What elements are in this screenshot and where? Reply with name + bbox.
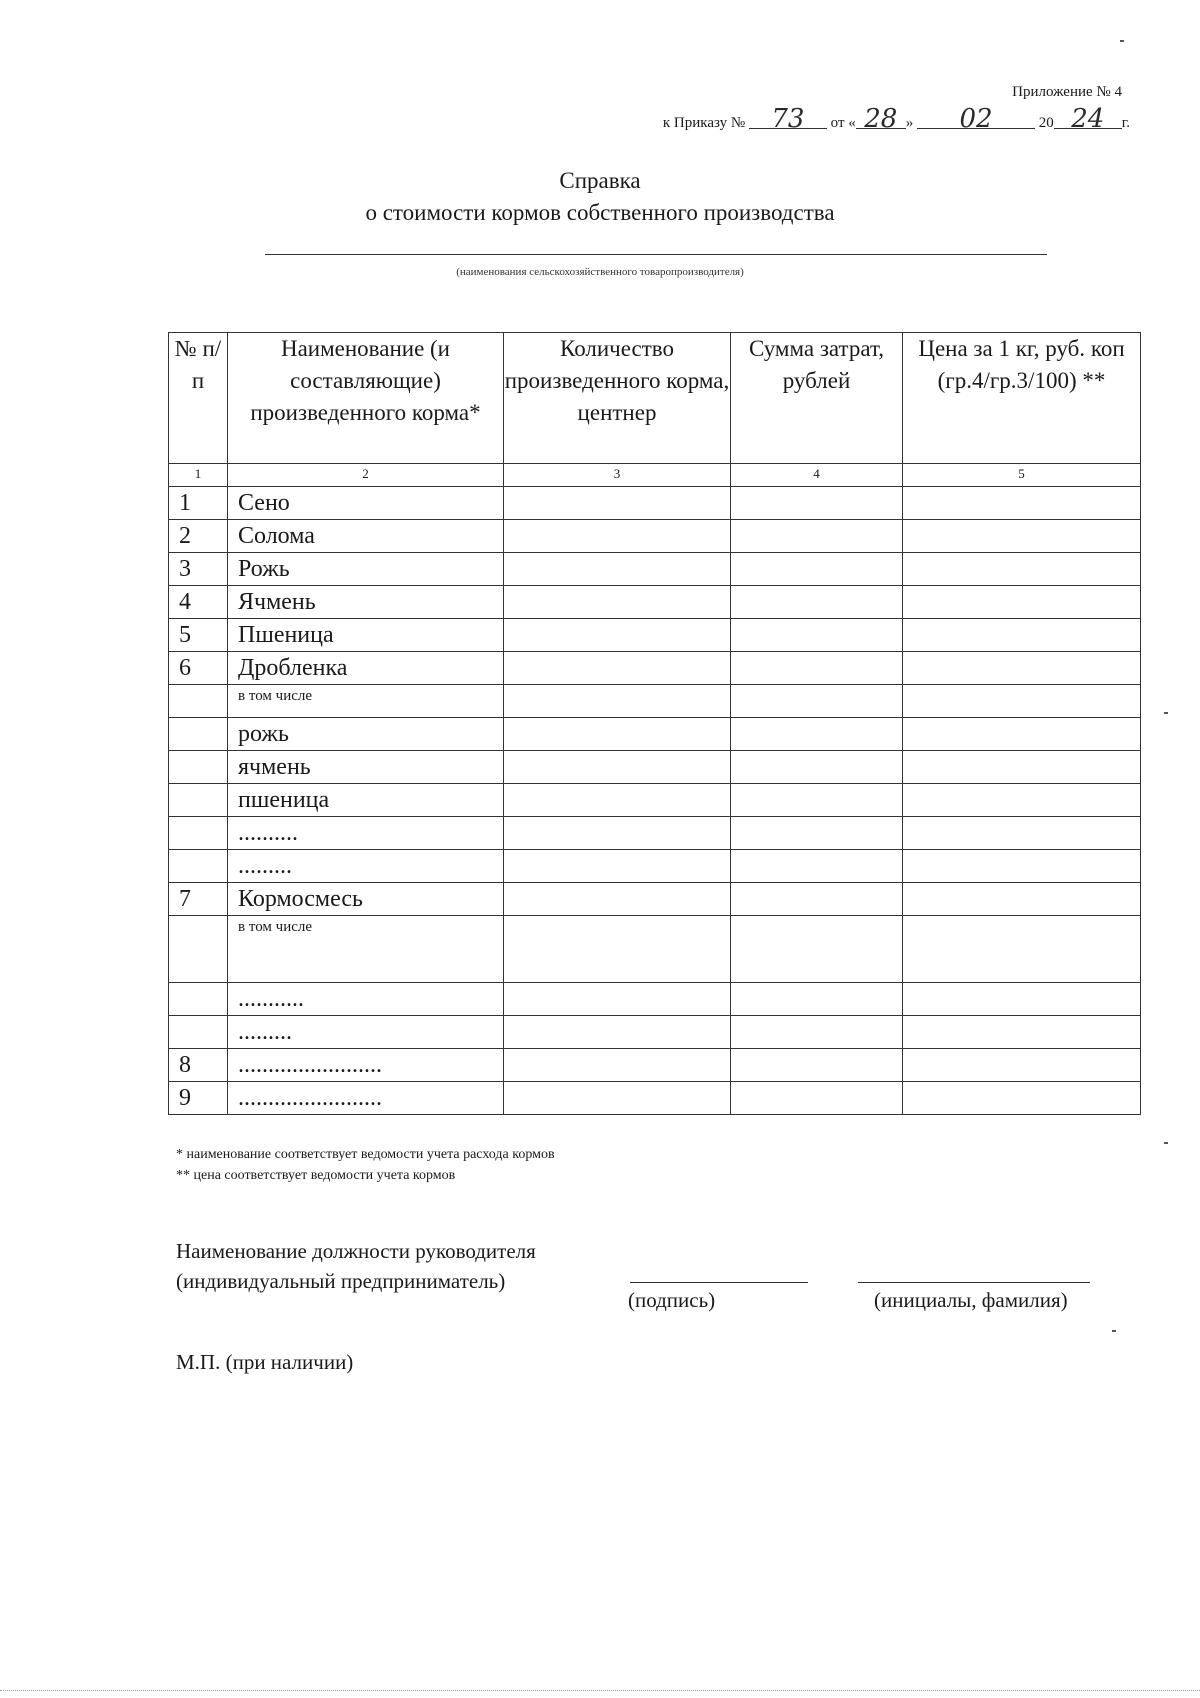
year-label: г. [1121,115,1130,131]
row-number [169,685,228,718]
feed-cost-table [168,332,1141,1115]
document-subtitle: о стоимости кормов собственного производства [365,200,835,225]
quantity-cell[interactable] [504,883,731,916]
order-reference [662,104,1130,134]
table-row [169,784,1141,817]
quantity-cell[interactable] [504,553,731,586]
order-month: 02 [917,110,1035,129]
row-number [169,817,228,850]
price-cell[interactable] [903,586,1141,619]
price-cell[interactable] [903,1082,1141,1115]
table-row [169,916,1141,983]
price-cell[interactable] [903,983,1141,1016]
price-cell[interactable] [903,817,1141,850]
quantity-cell[interactable] [504,685,731,718]
table-row [169,983,1141,1016]
table-row [169,520,1141,553]
cost-cell[interactable] [731,1082,903,1115]
row-name: пшеница [228,784,504,817]
row-number [169,983,228,1016]
quantity-cell[interactable] [504,983,731,1016]
cost-cell[interactable] [731,983,903,1016]
price-cell[interactable] [903,685,1141,718]
cost-cell[interactable] [731,784,903,817]
signature-line[interactable] [630,1282,808,1283]
cost-cell[interactable] [731,685,903,718]
row-number: 8 [169,1049,228,1082]
header-cost: Сумма затрат, рублей [731,333,903,464]
price-cell[interactable] [903,1016,1141,1049]
quantity-cell[interactable] [504,586,731,619]
table-row [169,817,1141,850]
cost-cell[interactable] [731,817,903,850]
column-number: 5 [903,464,1141,487]
scan-speck [1164,1142,1168,1144]
row-name: Кормосмесь [228,883,504,916]
table-row [169,1049,1141,1082]
price-cell[interactable] [903,553,1141,586]
row-name: ячмень [228,751,504,784]
column-number: 2 [228,464,504,487]
cost-cell[interactable] [731,751,903,784]
table-row [169,850,1141,883]
header-quantity: Количество произведенного корма, центнер [504,333,731,464]
order-number: 73 [749,110,827,129]
price-cell[interactable] [903,883,1141,916]
order-day: 28 [856,110,906,129]
table-row [169,883,1141,916]
head-position-label: Наименование должности руководителя [176,1239,536,1263]
column-number: 1 [169,464,228,487]
order-year: 24 [1054,110,1122,129]
price-cell[interactable] [903,784,1141,817]
row-number [169,850,228,883]
row-number [169,916,228,983]
scan-speck [1164,712,1168,714]
stamp-label: М.П. (при наличии) [176,1350,354,1374]
quantity-cell[interactable] [504,1016,731,1049]
signature-caption: (подпись) [628,1288,716,1312]
row-number [169,718,228,751]
row-number: 9 [169,1082,228,1115]
cost-cell[interactable] [731,1016,903,1049]
quantity-cell[interactable] [504,784,731,817]
scan-speck [1112,1330,1116,1332]
price-cell[interactable] [903,916,1141,983]
row-name: Ячмень [228,586,504,619]
cost-cell[interactable] [731,718,903,751]
cost-cell[interactable] [731,916,903,983]
year-prefix: 20 [1038,115,1054,131]
cost-cell[interactable] [731,850,903,883]
quantity-cell[interactable] [504,916,731,983]
row-name: Пшеница [228,619,504,652]
order-prefix: к Приказу № [662,115,746,131]
row-number [169,784,228,817]
row-number: 5 [169,619,228,652]
date-prefix: от « [830,115,856,131]
quantity-cell[interactable] [504,520,731,553]
row-name: в том числе [228,916,504,983]
producer-name-line [265,254,1047,255]
table-row [169,586,1141,619]
row-name: .......... [228,817,504,850]
row-number: 4 [169,586,228,619]
price-cell[interactable] [903,718,1141,751]
row-name: ........................ [228,1082,504,1115]
table-row [169,1016,1141,1049]
producer-caption: (наименования сельскохозяйственного товаропроизводителя) [456,266,744,278]
appendix-label: Приложение № 4 [1012,84,1122,100]
table-row [169,1082,1141,1115]
cost-cell[interactable] [731,883,903,916]
entrepreneur-label: (индивидуальный предприниматель) [176,1269,506,1293]
row-number: 6 [169,652,228,685]
footnote-name: * наименование соответствует ведомости учета расхода кормов [176,1147,555,1162]
row-number: 3 [169,553,228,586]
row-name: Рожь [228,553,504,586]
price-cell[interactable] [903,1049,1141,1082]
table-row [169,487,1141,520]
name-caption: (инициалы, фамилия) [874,1288,1068,1312]
cost-cell[interactable] [731,586,903,619]
row-number: 7 [169,883,228,916]
price-cell[interactable] [903,652,1141,685]
quantity-cell[interactable] [504,817,731,850]
price-cell[interactable] [903,487,1141,520]
price-cell[interactable] [903,520,1141,553]
price-cell[interactable] [903,619,1141,652]
row-name: Дробленка [228,652,504,685]
row-name: ........................ [228,1049,504,1082]
scan-speck [1120,40,1124,42]
row-name: Сено [228,487,504,520]
table-row [169,553,1141,586]
table-row [169,751,1141,784]
table-row [169,685,1141,718]
price-cell[interactable] [903,751,1141,784]
name-line[interactable] [858,1282,1090,1283]
footnote-price: ** цена соответствует ведомости учета кормов [176,1168,456,1183]
cost-cell[interactable] [731,553,903,586]
price-cell[interactable] [903,850,1141,883]
row-name: ........... [228,983,504,1016]
row-name: ......... [228,850,504,883]
cost-cell[interactable] [731,652,903,685]
table-row [169,718,1141,751]
row-number: 2 [169,520,228,553]
row-name: рожь [228,718,504,751]
table-row [169,652,1141,685]
head-position-block [176,1236,536,1296]
quantity-cell[interactable] [504,751,731,784]
column-number: 3 [504,464,731,487]
row-name: в том числе [228,685,504,718]
header-name: Наименование (и составляющие) произведенного корма* [228,333,504,464]
cost-cell[interactable] [731,487,903,520]
quantity-cell[interactable] [504,487,731,520]
row-number [169,1016,228,1049]
cost-cell[interactable] [731,1049,903,1082]
quantity-cell[interactable] [504,619,731,652]
quantity-cell[interactable] [504,850,731,883]
row-number: 1 [169,487,228,520]
column-number: 4 [731,464,903,487]
cost-cell[interactable] [731,520,903,553]
table-row [169,619,1141,652]
header-price: Цена за 1 кг, руб. коп (гр.4/гр.3/100) ** [903,333,1141,464]
header-number: № п/п [169,333,228,464]
cost-cell[interactable] [731,619,903,652]
quantity-cell[interactable] [504,1049,731,1082]
column-number-row [169,464,1141,487]
quantity-cell[interactable] [504,652,731,685]
table-header-row [169,333,1141,464]
quantity-cell[interactable] [504,718,731,751]
row-number [169,751,228,784]
row-name: ......... [228,1016,504,1049]
document-title: Справка [559,168,641,193]
row-name: Солома [228,520,504,553]
date-close: » [905,115,914,131]
scan-edge [0,1690,1200,1691]
quantity-cell[interactable] [504,1082,731,1115]
